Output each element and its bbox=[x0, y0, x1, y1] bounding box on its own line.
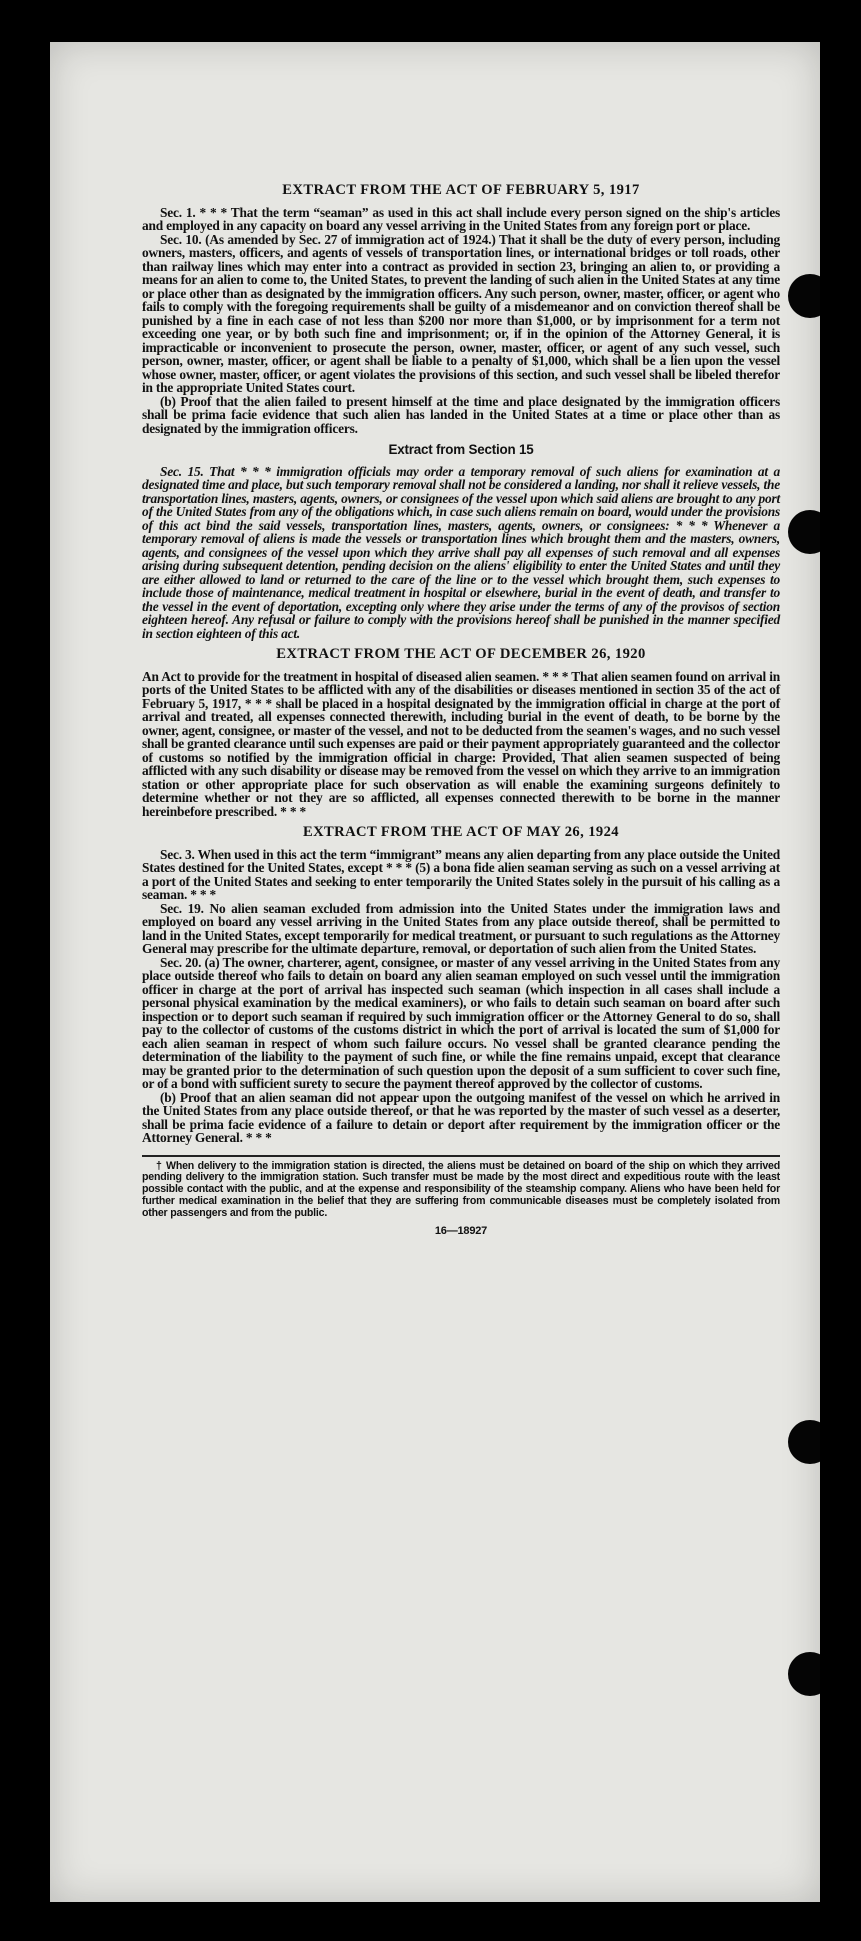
heading-act-1920: EXTRACT FROM THE ACT OF DECEMBER 26, 1920 bbox=[276, 646, 646, 662]
section-10: Sec. 10. (As amended by Sec. 27 of immigration act of 1924.) That it shall be the duty of every person, including owners, masters, officers, and agents of vessels of transportation lines, or international bridges or toll roads, other than railway lines which may enter into a contract as provided in section 23, bringing an alien to, or providing a means for an alien to come to, the United States, to prevent the landing of such alien in the United States at any time or place other than as designated by the immigration officers. Any such person, owner, master, officer, or agent who fails to comply with the foregoing requirements shall be guilty of a misdemeanor and on conviction thereof shall be punished by a fine in each case of not less than $200 nor more than $1,000, or by imprisonment for a term not exceeding one year, or by both such fine and imprisonment; or, if in the opinion of the Attorney General, it is impracticable or inconvenient to prosecute the person, owner, master, officer, or agent of any such vessel, such person, owner, master, officer, or agent shall be liable to a penalty of $1,000, which shall be a lien upon the vessel whose owner, master, officer, or agent violates the provisions of this section, and such vessel shall be libeled therefor in the appropriate United States court. bbox=[142, 231, 780, 395]
section-20: Sec. 20. (a) The owner, charterer, agent, consignee, or master of any vessel arriving in the United States from any place outside thereof who fails to detain on board any alien seaman employed on such vessel until the immigration officer in charge at the port of arrival has inspected such seaman (which inspection in all cases shall include a personal physical examination by the medical examiners), or who fails to detain such seaman on board after such inspection or to deport such seaman if required by such immigration officer or the Attorney General to do so, shall pay to the collector of customs of the customs district in which the port of arrival is located the sum of $1,000 for each alien seaman in respect of whom such failure occurs. No vessel shall be granted clearance pending the determination of the liability to the payment of such fine, or while the fine remains unpaid, except that clearance may be granted prior to the determination of such question upon the deposit of a sum sufficient to cover such fine, or of a bond with sufficient surety to secure the payment thereof approved by the collector of customs. bbox=[142, 954, 780, 1091]
punch-hole-1 bbox=[788, 274, 820, 318]
section-10-b: (b) Proof that the alien failed to present himself at the time and place designated by the immigration officers shall be prima facie evidence that such alien has landed in the United States at a time or place other than as designated by the immigration officers. bbox=[142, 393, 780, 436]
page-number: 16—18927 bbox=[434, 1225, 488, 1238]
heading-section-15: Extract from Section 15 bbox=[388, 442, 534, 457]
footnote-block bbox=[142, 1161, 780, 1220]
section-1: Sec. 1. * * * That the term “seaman” as used in this act shall include every person signed on the ship's articles and employed in any capacity on board any vessel arriving in the United States from any foreign port or place. bbox=[142, 204, 780, 233]
act-1920-text: An Act to provide for the treatment in hospital of diseased alien seamen. * * * That alien seamen found on arrival in ports of the United States to be afflicted with any of the disabilities or diseases mentioned in section 35 of the act of February 5, 1917, * * * shall be placed in a hospital designated by the immigration official in charge at the port of arrival and treated, all expenses connected therewith, including burial in the event of death, to be borne by the owner, agent, consignee, or master of the vessel, and not to be deducted from the seamen's wages, and no such vessel shall be granted clearance until such expenses are paid or their payment appropriately guaranteed and the collector of customs so notified by the immigration official in charge: Provided, That alien seamen suspected of being afflicted with any such disability or disease may be removed from the vessel on which they arrive to an immigration station or other appropriate place for such observation as will enable the examining surgeons definitely to determine whether or not they are so afflicted, all expenses connected therewith to be borne in the manner hereinbefore prescribed. * * * bbox=[142, 668, 780, 819]
section-3: Sec. 3. When used in this act the term “immigrant” means any alien departing from any place outside the United States destined for the United States, except * * * (5) a bona fide alien seaman serving as such on a vessel arriving at a port of the United States and seeking to enter temporarily the United States solely in the pursuit of his calling as a seaman. * * * bbox=[142, 846, 780, 902]
document-body bbox=[142, 184, 780, 1239]
punch-hole-3 bbox=[788, 1420, 820, 1464]
punch-hole-4 bbox=[788, 1652, 820, 1696]
section-15: Sec. 15. That * * * immigration officials may order a temporary removal of such aliens for examination at a designated time and place, but such temporary removal shall not be considered a landing, nor shall it relieve vessels, the transportation lines, masters, agents, owners, or consignees of the vessel upon which said aliens are brought to any port of the United States from any of the obligations which, in case such aliens remain on board, would under the provisions of this act bind the said vessels, transportation lines, masters, agents, owners, or consignees: * * * Whenever a temporary removal of aliens is made the vessels or transportation lines which brought them and the masters, owners, agents, and consignees of the vessel upon which they arrive shall pay all expenses of such removal and all expenses arising during subsequent detention, pending decision on the aliens' eligibility to enter the United States and until they are either allowed to land or returned to the care of the line or to the vessel which brought them, such expenses to include those of maintenance, medical treatment in hospital or elsewhere, burial in the event of death, and transfer to the vessel in the event of deportation, excepting only where they arise under the terms of any of the provisos of section eighteen hereof. Any refusal or failure to comply with the provisions hereof shall be punished in the manner specified in section eighteen of this act. bbox=[142, 463, 780, 641]
section-15-block bbox=[142, 465, 780, 641]
section-20-b: (b) Proof that an alien seaman did not appear upon the outgoing manifest of the vessel on which he arrived in the United States from any place outside thereof, or that he was reported by the master of such vessel as a deserter, shall be prima facie evidence of a failure to detain or deport after requirement by the immigration officer or the Attorney General. * * * bbox=[142, 1089, 780, 1145]
heading-act-1917: EXTRACT FROM THE ACT OF FEBRUARY 5, 1917 bbox=[282, 182, 640, 198]
footnote: † When delivery to the immigration station is directed, the aliens must be detained on board of the ship on which they arrived pending delivery to the immigration station. Such transfer must be made by the most direct and expeditious route with the least possible contact with the public, and at the expense and responsibility of the steamship company. Aliens who have been held for further medical examination in the belief that they are suffering from communicable diseases must be completely isolated from other passengers and from the public. bbox=[142, 1159, 780, 1219]
footnote-divider bbox=[142, 1155, 780, 1157]
document-page bbox=[50, 42, 820, 1902]
heading-act-1924: EXTRACT FROM THE ACT OF MAY 26, 1924 bbox=[302, 824, 620, 840]
punch-hole-2 bbox=[788, 510, 820, 554]
section-19: Sec. 19. No alien seaman excluded from admission into the United States under the immigration laws and employed on board any vessel arriving in the United States from any place outside thereof, shall be permitted to land in the United States, except temporarily for medical treatment, or pursuant to such regulations as the Attorney General may prescribe for the ultimate departure, removal, or deportation of such alien from the United States. bbox=[142, 900, 780, 956]
